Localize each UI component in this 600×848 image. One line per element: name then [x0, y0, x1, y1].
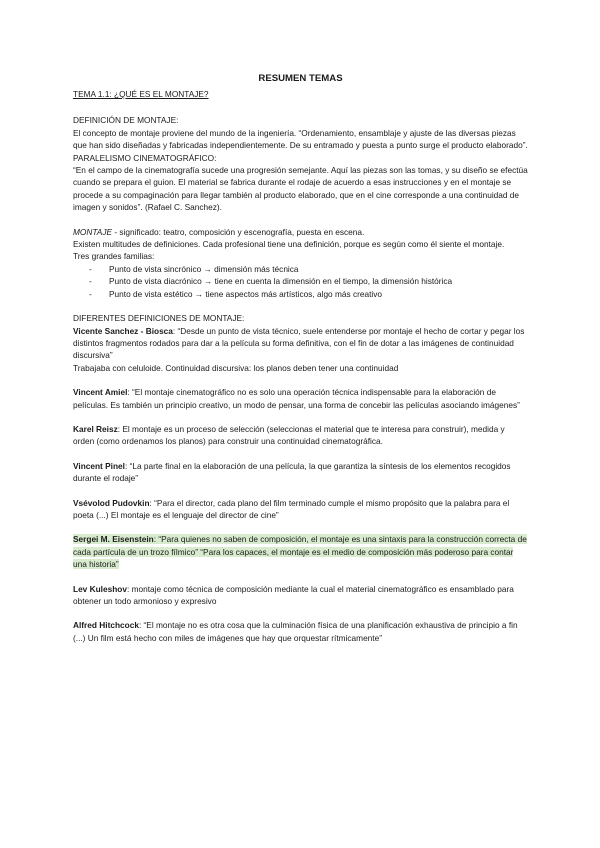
montaje-definiciones-text: Existen multitudes de definiciones. Cada profesional tiene una definición, porque es según como él siente el montaje. — [73, 239, 505, 250]
paralelismo-heading: PARALELISMO CINEMATOGRÁFICO: — [73, 152, 217, 163]
familias-list — [73, 263, 528, 300]
definition-paragraph: Karel Reisz: El montaje es un proceso de selección (seleccionas el material que te interesa para construir), medida y orden (como ordenamos los planos) para construir una continuidad cinematográfica. — [73, 423, 505, 447]
list-item: - Punto de vista estético → tiene aspectos más artísticos, algo más creativo — [89, 288, 383, 299]
definition-paragraph: Vsévolod Pudovkin: “Para el director, cada plano del film terminado cumple el mismo propósito que la palabra para el poeta (...) El montaje es el lenguaje del director de cine” — [73, 497, 510, 520]
definicion-heading: DEFINICIÓN DE MONTAJE: — [73, 115, 179, 126]
highlight-mark: Sergei M. Eisenstein: “Para quienes no saben de composición, el montaje es una sintaxis para la construcción correcta de cada partícula de un trozo fílmico” “Para los capaces, el montaje es el medio de composición más poderoso para contar una historia” — [73, 534, 527, 570]
definition-paragraph: Vincent Pinel: “La parte final en la elaboración de una película, la que garantiza la síntesis de los elementos recogidos durante el rodaje” — [73, 460, 511, 484]
definition-author: Vicente Sanchez - Biosca — [73, 325, 173, 336]
definicion-text: El concepto de montaje proviene del mundo de la ingeniería. “Ordenamiento, ensamblaje y ajuste de las diversas piezas que han sido diseñadas y fabricadas independientemente. De su entramado y puesta a punto surge el producto elaborado”. — [73, 127, 528, 151]
definition-paragraph-highlighted — [73, 533, 528, 570]
definition-note: Trabajaba con celuloide. Continuidad discursiva: los planos deben tener una continuidad — [73, 362, 399, 373]
list-item: - Punto de vista diacrónico → tiene en cuenta la dimensión en el tiempo, la dimensión histórica — [89, 276, 453, 287]
definition-author: Sergei M. Eisenstein — [73, 534, 154, 545]
definition-paragraph: Lev Kuleshov: montaje como técnica de composición mediante la cual el material cinematográfico es ensamblado para obtener un todo armonioso y expresivo — [73, 583, 514, 606]
topic-heading: TEMA 1.1: ¿QUÉ ES EL MONTAJE? — [73, 89, 209, 99]
familias-intro: Tres grandes familias: — [73, 251, 155, 262]
list-item: - Punto de vista sincrónico → dimensión más técnica — [89, 263, 299, 274]
montaje-significado — [73, 226, 528, 238]
definition-paragraph: Alfred Hitchcock: “El montaje no es otra cosa que la culminación física de una planificación exhaustiva de principio a fin (...) Un film está hecho con miles de imágenes que hay que orquestar rítmicamente” — [73, 620, 518, 643]
montaje-term: MONTAJE — [73, 226, 113, 237]
definition-author: Vincent Pinel — [73, 460, 125, 471]
definiciones-heading: DIFERENTES DEFINICIONES DE MONTAJE: — [73, 313, 245, 324]
document-title: RESUMEN TEMAS — [258, 73, 343, 84]
definition-author: Alfred Hitchcock — [73, 620, 139, 631]
paralelismo-text: “En el campo de la cinematografía sucede una progresión semejante. Aquí las piezas son las tomas, y su diseño se efectúa cuando se prepara el guion. El material se fabrica durante el rodaje de acuerdo a esas instrucciones y en el montaje se procede a su compaginación para llegar también al producto elaborado, que en el cine corresponde a una continuidad de imagen y sonidos”. (Rafael C. Sanchez). — [73, 165, 528, 213]
definition-paragraph: Vincent Amiel: “El montaje cinematográfico no es solo una operación técnica indispensable para la elaboración de películas. Es también un principio creativo, un modo de pensar, una forma de concebir las películas asociando imágenes” — [73, 387, 520, 410]
montaje-significado-rest: - significado: teatro, composición y escenografía, puesta en escena. — [112, 226, 365, 237]
definition-paragraph: Vicente Sanchez - Biosca: “Desde un punto de vista técnico, suele entenderse por montaje el hecho de cortar y pegar los distintos fragmentos rodados para dar a la película su forma definitiva, con el fin de dotar a las imágenes de continuidad discursiva” — [73, 325, 525, 361]
definition-author: Vsévolod Pudovkin — [73, 497, 150, 508]
definition-author: Lev Kuleshov — [73, 583, 127, 594]
definition-author: Karel Reisz — [73, 423, 118, 434]
definition-author: Vincent Amiel — [73, 387, 128, 398]
